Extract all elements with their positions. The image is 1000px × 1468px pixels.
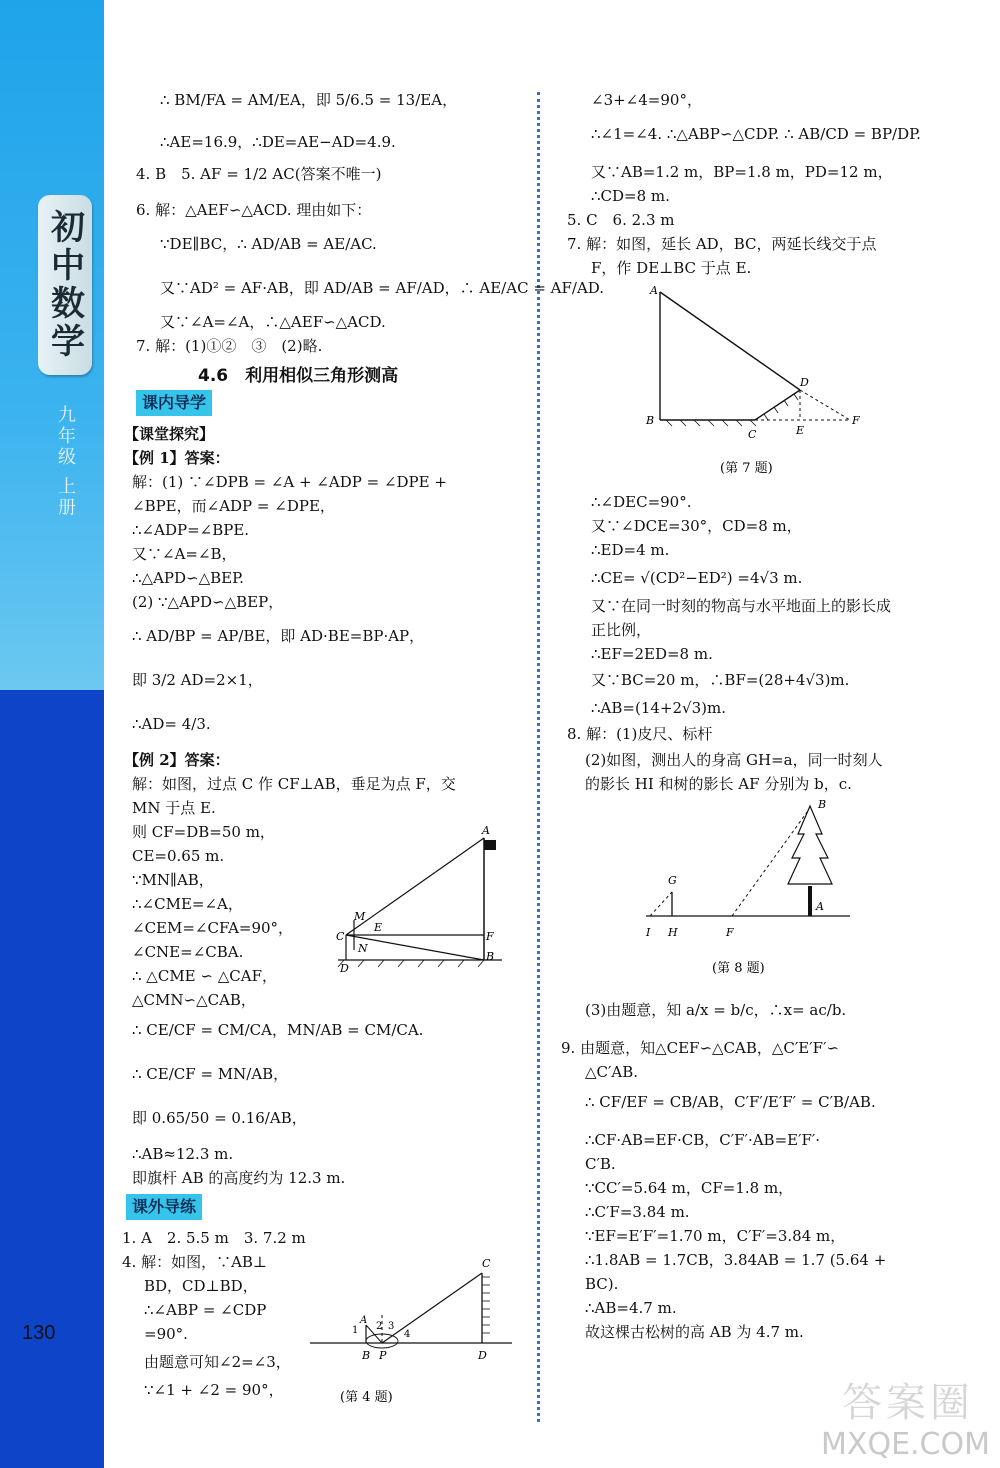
text-line: ∵DE∥BC，∴ AD/AB = AE/AC. <box>160 235 377 253</box>
figure-label: G <box>668 874 677 887</box>
text-line: ∠CNE=∠CBA. <box>132 943 244 961</box>
figure-label: D <box>800 376 809 389</box>
text-line: ∴∠1=∠4. ∴△ABP∽△CDP. ∴ AB/CD = BP/DP. <box>591 125 921 143</box>
figure-label: P <box>379 1349 387 1362</box>
text-line: 又∵AB=1.2 m，BP=1.8 m，PD=12 m， <box>591 163 893 181</box>
text-line: ∴EF=2ED=8 m. <box>591 645 713 663</box>
text-line: 【例 2】答案： <box>124 751 230 769</box>
text-line: 7. 解：如图，延长 AD，BC，两延长线交于点 <box>567 235 877 253</box>
text-line: (2) ∵△APD∽△BEP， <box>132 593 284 611</box>
text-line: ∵EF=E′F′=1.70 m，C′F′=3.84 m， <box>585 1227 846 1245</box>
figure-example-2 <box>334 820 514 975</box>
text-line: =90°. <box>144 1325 188 1343</box>
text-line: 又∵∠A=∠B， <box>132 545 237 563</box>
text-line: MN 于点 E. <box>132 799 216 817</box>
section-tag-in-class: 课内导学 <box>136 390 212 416</box>
text-line: 6. 解：△AEF∽△ACD. 理由如下： <box>136 201 372 219</box>
text-line: ∴ △CME ∽ △CAF， <box>132 967 277 985</box>
figure-label: A <box>816 900 824 913</box>
text-line: (3)由题意，知 a/x = b/c，∴x= ac/b. <box>585 1001 847 1019</box>
text-line: 的影长 HI 和树的影长 AF 分别为 b，c. <box>585 775 852 793</box>
page-number: 130 <box>22 1322 56 1344</box>
text-line: BD，CD⊥BD， <box>144 1277 258 1295</box>
figure-label: M <box>354 910 366 923</box>
text-line: ∴ BM/FA = AM/EA，即 5/6.5 = 13/EA， <box>160 91 458 109</box>
text-line: ∴AB≈12.3 m. <box>132 1145 234 1163</box>
text-line: 又∵AD² = AF·AB，即 AD/AB = AF/AD，∴ AE/AC = AF/AD. <box>160 279 605 297</box>
text-line: ∴AB=(14+2√3)m. <box>591 699 726 717</box>
text-line: ∵CC′=5.64 m，CF=1.8 m， <box>585 1179 794 1197</box>
figure-label: E <box>374 921 383 934</box>
text-line: 【例 1】答案： <box>124 449 230 467</box>
text-line: ∴ CE/CF = CM/CA，MN/AB = CM/CA. <box>132 1021 424 1039</box>
book-title: 初中数学 <box>44 209 85 361</box>
text-line: ∴AB=4.7 m. <box>585 1299 677 1317</box>
book-tab <box>38 195 92 375</box>
text-line: 4. B 5. AF = 1/2 AC(答案不唯一) <box>136 165 382 183</box>
text-line: △C′AB. <box>585 1063 639 1081</box>
text-line: 8. 解：(1)皮尺、标杆 <box>567 725 713 743</box>
figure-label: 2 <box>376 1321 383 1332</box>
text-line: 则 CF=DB=50 m， <box>132 823 275 841</box>
text-line: 9. 由题意，知△CEF∽△CAB，△C′E′F′∽ <box>561 1039 840 1057</box>
text-line: 【课堂探究】 <box>124 425 215 443</box>
text-line: (2)如图，测出人的身高 GH=a，同一时刻人 <box>585 751 883 769</box>
section-heading: 4.6 利用相似三角形测高 <box>198 366 399 386</box>
text-line: ∴∠ABP = ∠CDP <box>144 1301 267 1319</box>
figure-question-7 <box>640 280 870 480</box>
text-line: ∴1.8AB = 1.7CB，3.84AB = 1.7 (5.64 + <box>585 1251 887 1269</box>
text-line: ∠BPE，而∠ADP = ∠DPE， <box>132 497 335 515</box>
watermark-logo: 答案圈 <box>842 1380 974 1426</box>
text-line: ∠3+∠4=90°， <box>591 91 702 109</box>
text-line: 又∵在同一时刻的物高与水平地面上的影长成 <box>591 597 892 615</box>
text-line: ∵MN∥AB， <box>132 871 214 889</box>
sidebar <box>0 0 104 1468</box>
figure-caption: (第 4 题) <box>340 1390 393 1405</box>
text-line: 又∵BC=20 m，∴BF=(28+4√3)m. <box>591 671 850 689</box>
text-line: 由题意可知∠2=∠3， <box>144 1353 291 1371</box>
figure-label: C <box>482 1257 491 1270</box>
text-line: C′B. <box>585 1155 616 1173</box>
text-line: ∴△APD∽△BEP. <box>132 569 244 587</box>
text-line: ∵∠1 + ∠2 = 90°， <box>144 1381 284 1399</box>
text-line: 又∵∠A=∠A，∴△AEF∽△ACD. <box>160 313 386 331</box>
figure-label: B <box>486 950 495 963</box>
text-line: △CMN∽△CAB， <box>132 991 256 1009</box>
text-line: ∴∠CME=∠A， <box>132 895 243 913</box>
text-line: ∴ED=4 m. <box>591 541 670 559</box>
text-line: ∴∠ADP=∠BPE. <box>132 521 250 539</box>
figure-label: D <box>478 1349 487 1362</box>
text-line: ∴AD= 4/3. <box>132 715 211 733</box>
figure-label: F <box>852 414 860 427</box>
figure-label: D <box>340 962 349 975</box>
figure-label: I <box>646 926 651 939</box>
figure-label: F <box>726 926 734 939</box>
figure-label: B <box>646 414 655 427</box>
figure-question-4 <box>300 1255 530 1410</box>
text-line: 正比例， <box>591 621 652 639</box>
figure-label: B <box>362 1349 371 1362</box>
grade-label: 九年级 上册 <box>55 405 76 519</box>
figure-label: N <box>358 942 368 955</box>
text-line: 7. 解：(1)①② ③ (2)略. <box>136 337 323 355</box>
section-tag-after-class: 课外导练 <box>126 1194 202 1220</box>
figure-label: C <box>748 428 757 441</box>
figure-caption: (第 8 题) <box>712 961 765 976</box>
text-line: ∴ CF/EF = CB/AB，C′F′/E′F′ = C′B/AB. <box>585 1093 876 1111</box>
figure-label: 4 <box>404 1329 411 1340</box>
figure-caption: (第 7 题) <box>720 461 773 476</box>
figure-label: 3 <box>388 1321 395 1332</box>
text-line: 1. A 2. 5.5 m 3. 7.2 m <box>122 1229 306 1247</box>
text-line: ∴CE= √(CD²−ED²) =4√3 m. <box>591 569 803 587</box>
text-line: 解：如图，过点 C 作 CF⊥AB，垂足为点 F，交 <box>132 775 456 793</box>
text-line: ∠CEM=∠CFA=90°， <box>132 919 294 937</box>
text-line: 又∵∠DCE=30°，CD=8 m， <box>591 517 802 535</box>
figure-label: H <box>668 926 678 939</box>
text-line: 解：(1) ∵∠DPB = ∠A + ∠ADP = ∠DPE + <box>132 473 447 491</box>
text-line: 5. C 6. 2.3 m <box>567 211 675 229</box>
text-line: BC). <box>585 1275 619 1293</box>
text-line: 即 3/2 AD=2×1， <box>132 671 263 689</box>
watermark: MXQE.COM <box>821 1427 990 1462</box>
figure-question-8 <box>640 796 860 986</box>
text-line: 4. 解：如图，∵AB⊥ <box>122 1253 268 1271</box>
figure-label: A <box>482 824 490 837</box>
figure-label: B <box>818 798 827 811</box>
text-line: 即 0.65/50 = 0.16/AB， <box>132 1109 307 1127</box>
text-line: F，作 DE⊥BC 于点 E. <box>591 259 752 277</box>
figure-label: 1 <box>352 1325 359 1336</box>
text-line: ∴AE=16.9，∴DE=AE−AD=4.9. <box>160 133 396 151</box>
figure-label: A <box>650 284 658 297</box>
figure-label: F <box>486 930 494 943</box>
figure-label: C <box>336 930 345 943</box>
text-line: 故这棵古松树的高 AB 为 4.7 m. <box>585 1323 804 1341</box>
sidebar-bottom <box>0 690 104 1468</box>
text-line: CE=0.65 m. <box>132 847 225 865</box>
text-line: ∴CF·AB=EF·CB，C′F′·AB=E′F′· <box>585 1131 821 1149</box>
text-line: ∴CD=8 m. <box>591 187 670 205</box>
text-line: ∴ CE/CF = MN/AB， <box>132 1065 289 1083</box>
text-line: 即旗杆 AB 的高度约为 12.3 m. <box>132 1169 346 1187</box>
text-line: ∴C′F=3.84 m. <box>585 1203 690 1221</box>
figure-label: E <box>796 424 805 437</box>
figure-label: A <box>360 1315 368 1326</box>
text-line: ∴ AD/BP = AP/BE，即 AD·BE=BP·AP， <box>132 627 425 645</box>
text-line: ∴∠DEC=90°. <box>591 493 692 511</box>
